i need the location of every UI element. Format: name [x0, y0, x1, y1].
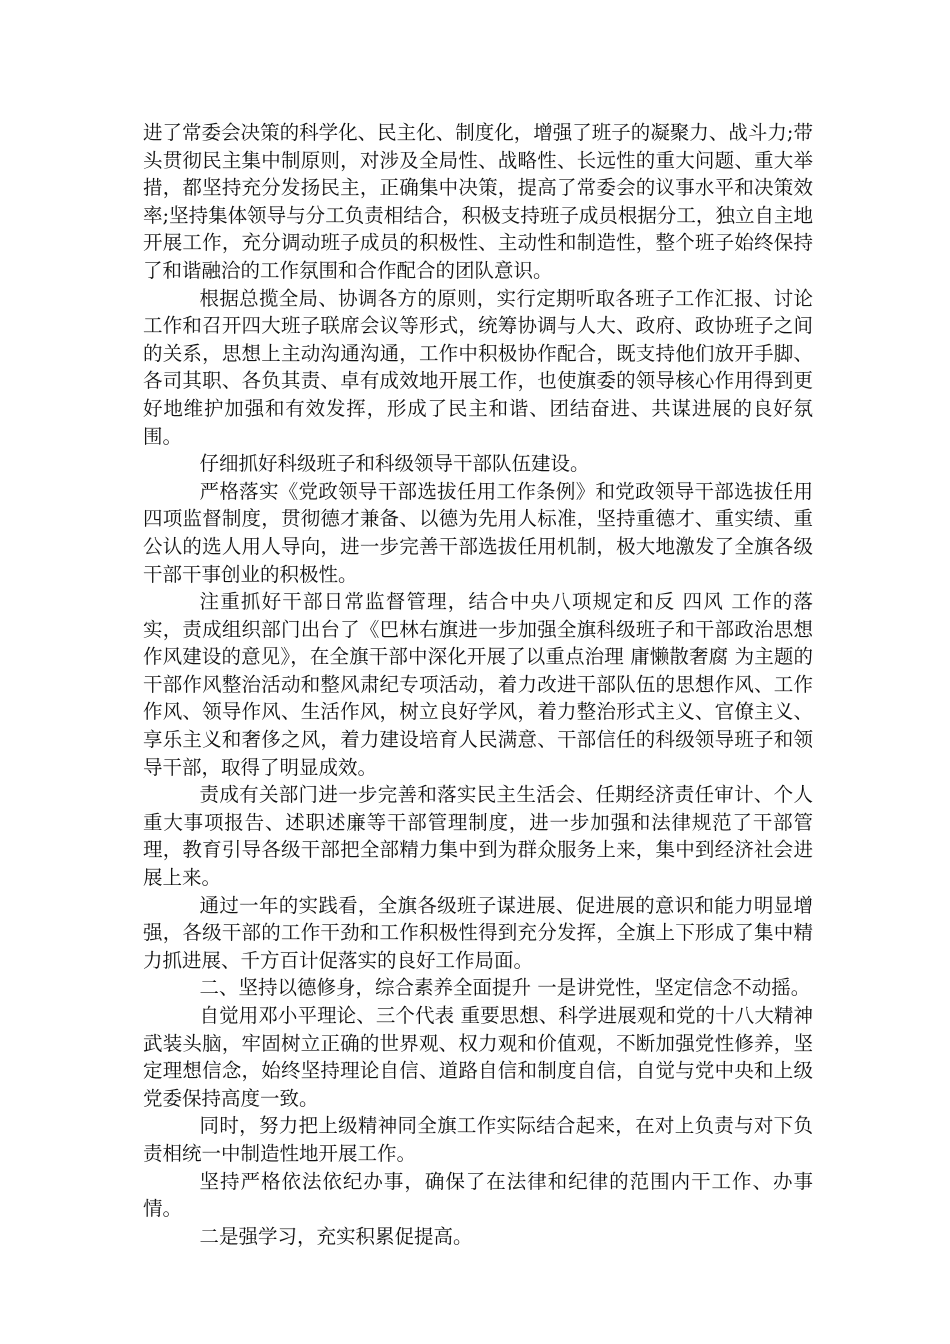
paragraph-5: 注重抓好干部日常监督管理，结合中央八项规定和反 四风 工作的落实，责成组织部门出台了《巴林右旗进一步加强全旗科级班子和干部政治思想作风建设的意见》，在全旗干部中深化开展了以重点治理 庸懒散奢腐 为主题的干部作风整治活动和整风肃纪专项活动，着力改进干部队伍的思想作风、工作作风、领导作风、生活作风，树立良好学风，着力整治形式主义、官僚主义、享乐主义和奢侈之风，着力建设培育人民满意、干部信任的科级领导班子和领导干部，取得了明显成效。 [143, 590, 813, 779]
paragraph-12: 二是强学习，充实积累促提高。 [199, 1224, 473, 1248]
paragraph-9: 自觉用邓小平理论、三个代表 重要思想、科学进展观和党的十八大精神武装头脑，牢固树立正确的世界观、权力观和价值观，不断加强党性修养，坚定理想信念，始终坚持理论自信、道路自信和制度自信，自觉与党中央和上级党委保持高度一致。 [143, 1004, 813, 1110]
paragraph-8: 二、坚持以德修身，综合素养全面提升 一是讲党性，坚定信念不动摇。 [199, 976, 811, 1000]
paragraph-11: 坚持严格依法依纪办事，确保了在法律和纪律的范围内干工作、办事情。 [143, 1169, 813, 1221]
paragraph-6: 责成有关部门进一步完善和落实民主生活会、任期经济责任审计、个人重大事项报告、述职述廉等干部管理制度，进一步加强和法律规范了干部管理，教育引导各级干部把全部精力集中到为群众服务上来，集中到经济社会进展上来。 [143, 783, 813, 890]
paragraph-3: 仔细抓好科级班子和科级领导干部队伍建设。 [199, 452, 590, 476]
document-body [143, 119, 813, 1250]
paragraph-1: 进了常委会决策的科学化、民主化、制度化，增强了班子的凝聚力、战斗力;带头贯彻民主集中制原则，对涉及全局性、战略性、长远性的重大问题、重大举措，都坚持充分发扬民主，正确集中决策，提高了常委会的议事水平和决策效率;坚持集体领导与分工负责相结合，积极支持班子成员根据分工，独立自主地开展工作，充分调动班子成员的积极性、主动性和制造性，整个班子始终保持了和谐融洽的工作氛围和合作配合的团队意识。 [143, 121, 813, 282]
paragraph-2: 根据总揽全局、协调各方的原则，实行定期听取各班子工作汇报、讨论工作和召开四大班子联席会议等形式，统筹协调与人大、政府、政协班子之间的关系，思想上主动沟通沟通，工作中积极协作配合，既支持他们放开手脚、各司其职、各负其责、卓有成效地开展工作，也使旗委的领导核心作用得到更好地维护加强和有效发挥，形成了民主和谐、团结奋进、共谋进展的良好氛围。 [143, 286, 813, 448]
paragraph-7: 通过一年的实践看，全旗各级班子谋进展、促进展的意识和能力明显增强，各级干部的工作干劲和工作积极性得到充分发挥，全旗上下形成了集中精力抓进展、千方百计促落实的良好工作局面。 [143, 893, 813, 972]
paragraph-10: 同时，努力把上级精神同全旗工作实际结合起来，在对上负责与对下负责相统一中制造性地开展工作。 [143, 1114, 813, 1165]
paragraph-4: 严格落实《党政领导干部选拔任用工作条例》和党政领导干部选拔任用四项监督制度，贯彻德才兼备、以德为先用人标准，坚持重德才、重实绩、重公认的选人用人导向，进一步完善干部选拔任用机制，极大地激发了全旗各级干部干事创业的积极性。 [143, 479, 813, 586]
